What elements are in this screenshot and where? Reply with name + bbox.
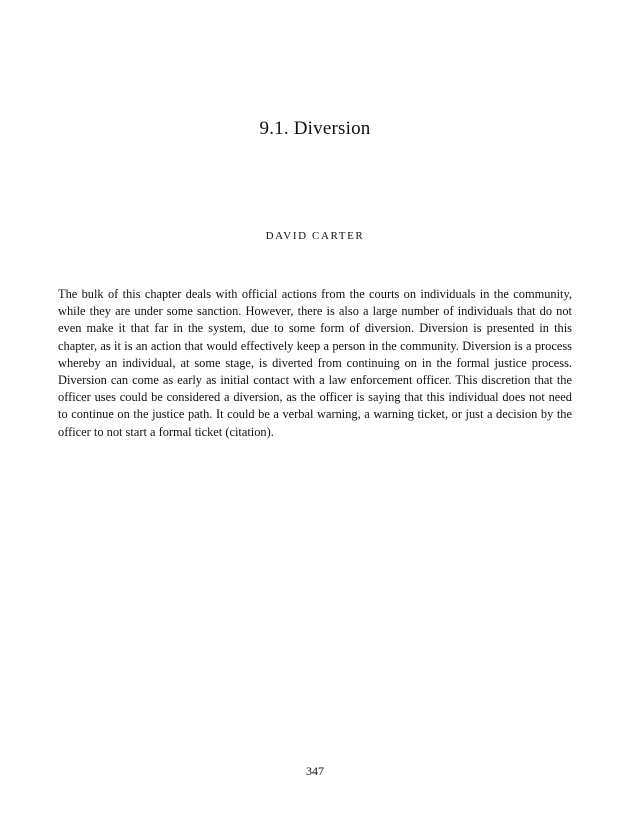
chapter-author: DAVID CARTER (265, 230, 365, 242)
body-paragraph: The bulk of this chapter deals with official actions from the courts on individuals in the community, while they are under some sanction. However, there is also a large number of individuals that do not even make it that far in the system, due to some form of diversion. Diversion is presented in this chapter, as it is an action that would effectively keep a person in the community. Diversion is a process whereby an individual, at some stage, is diverted from continuing on in the formal justice process. Diversion can come as early as initial contact with a law enforcement officer. This discretion that the officer uses could be considered a diversion, as the officer is saying that this individual does not need to continue on the justice path. It could be a verbal warning, a warning ticket, or just a decision by the officer to not start a formal ticket (citation). (58, 287, 572, 439)
chapter-title: 9.1. Diversion (259, 118, 371, 139)
page-number: 347 (306, 764, 324, 778)
